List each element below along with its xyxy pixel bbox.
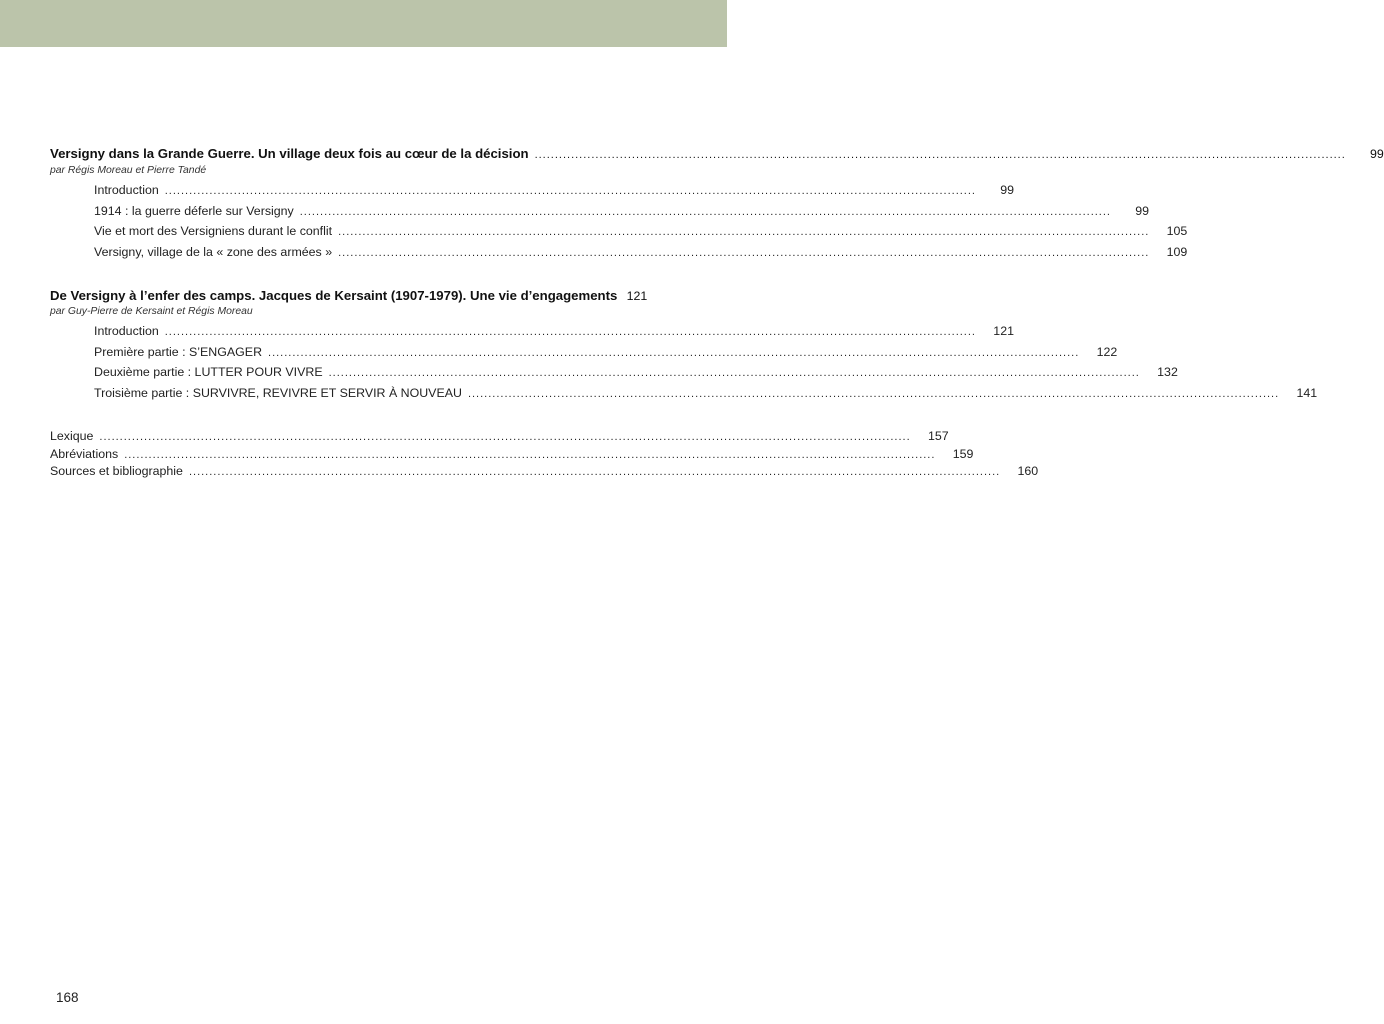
top-color-band xyxy=(0,0,727,47)
entry-page: 160 xyxy=(1017,464,1039,478)
entry-label: Deuxième partie : LUTTER POUR VIVRE xyxy=(94,365,323,379)
entry-page: 99 xyxy=(1000,183,1014,197)
leader-dots: ........................................................................................................................................................................................................ xyxy=(299,205,1111,218)
leader-dots: ........................................................................................................................................................................................................ xyxy=(338,226,1150,238)
leader-dots: ........................................................................................................................................................................................................ xyxy=(124,448,936,461)
toc-entry xyxy=(50,428,949,446)
toc-entry xyxy=(50,202,1149,223)
entry-label: Première partie : S’ENGAGER xyxy=(94,344,263,359)
toc-entry xyxy=(50,343,1118,364)
leader-dots: ........................................................................................................................................................................................................ xyxy=(338,246,1150,259)
entry-label: Abréviations xyxy=(50,446,119,461)
section-title: De Versigny à l’enfer des camps. Jacques de Kersaint (1907-1979). Une vie d’engagements xyxy=(50,288,618,303)
entry-page: 159 xyxy=(952,446,974,461)
page-number: 168 xyxy=(56,990,79,1005)
entry-page: 105 xyxy=(1166,224,1188,238)
toc-back-matter xyxy=(50,428,1039,481)
toc-section-grande-guerre xyxy=(50,145,1384,263)
entry-page: 132 xyxy=(1157,365,1178,379)
toc-entry xyxy=(50,384,1318,405)
section-author: par Guy-Pierre de Kersaint et Régis Moreau xyxy=(50,306,253,317)
toc-entry xyxy=(50,363,1178,384)
entry-page: 157 xyxy=(927,429,949,443)
leader-dots: ........................................................................................................................................................................................................ xyxy=(534,149,1346,161)
leader-dots: ........................................................................................................................................................................................................ xyxy=(188,466,1001,478)
section-title: Versigny dans la Grande Guerre. Un village deux fois au cœur de la décision xyxy=(50,146,529,161)
table-of-contents xyxy=(50,145,1384,481)
toc-entry xyxy=(50,243,1188,264)
entry-page: 122 xyxy=(1096,344,1118,359)
entry-label: 1914 : la guerre déferle sur Versigny xyxy=(94,203,294,218)
entry-label: Introduction xyxy=(94,324,159,338)
toc-entry xyxy=(50,222,1188,243)
entry-page: 121 xyxy=(993,324,1014,338)
entry-label: Troisième partie : SURVIVRE, REVIVRE ET SERVIR À NOUVEAU xyxy=(94,385,462,400)
section-page: 99 xyxy=(1370,147,1384,161)
section-page: 121 xyxy=(626,289,648,303)
section-title-row xyxy=(50,287,648,305)
section-title-row xyxy=(50,145,1384,164)
toc-entry xyxy=(50,322,1014,343)
entry-page: 99 xyxy=(1135,203,1149,218)
leader-dots: ........................................................................................................................................................................................................ xyxy=(467,387,1280,400)
toc-entry xyxy=(50,446,974,464)
entry-label: Vie et mort des Versigniens durant le conflit xyxy=(94,224,333,238)
leader-dots: ........................................................................................................................................................................................................ xyxy=(164,185,976,197)
toc-entry xyxy=(50,463,1039,481)
toc-entry xyxy=(50,181,1014,202)
entry-page: 109 xyxy=(1166,244,1188,259)
entry-page: 141 xyxy=(1296,385,1318,400)
entry-label: Lexique xyxy=(50,429,94,443)
leader-dots: ........................................................................................................................................................................................................ xyxy=(99,431,911,443)
leader-dots: ........................................................................................................................................................................................................ xyxy=(164,326,976,338)
section-author: par Régis Moreau et Pierre Tandé xyxy=(50,165,207,176)
entry-label: Sources et bibliographie xyxy=(50,464,183,478)
leader-dots: ........................................................................................................................................................................................................ xyxy=(268,346,1080,359)
entry-label: Versigny, village de la « zone des armées » xyxy=(94,244,333,259)
leader-dots: ........................................................................................................................................................................................................ xyxy=(328,367,1140,379)
toc-section-kersaint xyxy=(50,287,1318,404)
entry-label: Introduction xyxy=(94,183,159,197)
